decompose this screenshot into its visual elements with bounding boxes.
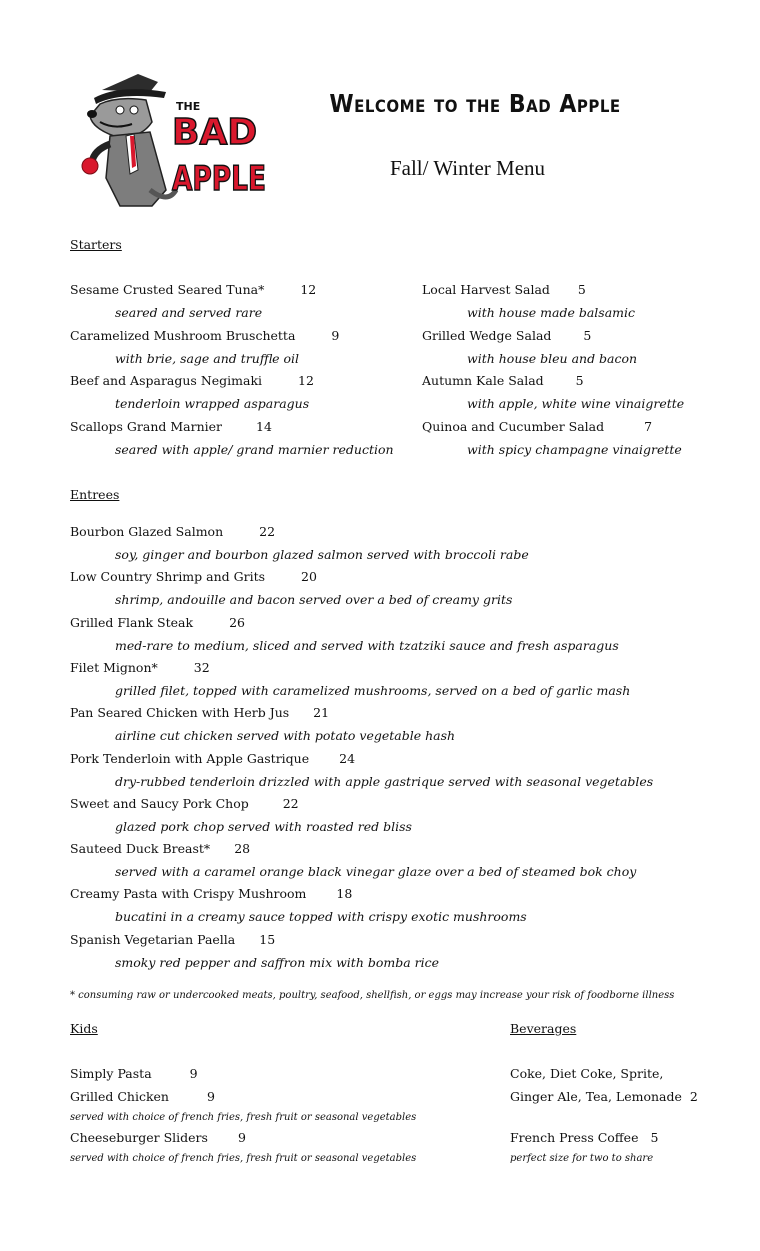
salad-item-name: Local Harvest Salad	[422, 282, 550, 297]
beverage-coffee-price: 5	[650, 1130, 659, 1145]
entree-item	[70, 524, 275, 539]
starter-item-price: 14	[256, 418, 272, 434]
kids-item-price: 9	[237, 1130, 246, 1145]
entree-description: airline cut chicken served with potato vegetable hash	[115, 728, 456, 744]
entree-item	[70, 569, 317, 584]
entree-item	[70, 751, 355, 766]
salad-item	[422, 373, 584, 388]
beverage-coffee-name: French Press Coffee	[510, 1130, 639, 1145]
starter-item	[70, 328, 339, 343]
entree-item-name: Spanish Vegetarian Paella	[70, 931, 236, 947]
salad-item	[422, 328, 591, 343]
bad-apple-logo	[80, 70, 268, 210]
entree-item-name: Low Country Shrimp and Grits	[70, 569, 266, 585]
salad-description: with house made balsamic	[467, 305, 636, 320]
entree-description: dry-rubbed tenderloin drizzled with apple gastrique served with seasonal vegetables	[115, 773, 654, 789]
beverages-soft-drinks	[510, 1066, 663, 1081]
starters-heading: Starters	[70, 237, 122, 252]
entree-item	[70, 886, 352, 901]
kids-item-name: Simply Pasta	[70, 1066, 152, 1081]
entree-item-price: 28	[234, 841, 251, 857]
starter-item	[70, 373, 314, 388]
starter-item	[70, 419, 272, 434]
logo-text-bad: BAD	[172, 112, 258, 153]
starter-item-name: Scallops Grand Marnier	[70, 418, 223, 434]
salad-item-price: 5	[583, 327, 592, 343]
entree-description: grilled filet, topped with caramelized mushrooms, served on a bed of garlic mash	[115, 682, 631, 698]
starter-item-name: Sesame Crusted Seared Tuna*	[70, 282, 265, 297]
kids-item-name: Cheeseburger Sliders	[70, 1130, 208, 1145]
starter-description: with brie, sage and truffle oil	[115, 350, 300, 366]
starter-description: seared and served rare	[115, 305, 263, 320]
beverage-line-2: Ginger Ale, Tea, Lemonade	[510, 1089, 682, 1104]
entree-item-price: 22	[259, 524, 276, 539]
beverages-soft-drinks-2	[510, 1089, 698, 1104]
entree-item-name: Bourbon Glazed Salmon	[70, 524, 224, 539]
salad-description: with house bleu and bacon	[467, 350, 638, 366]
kids-item-price: 9	[206, 1089, 215, 1104]
starter-description: seared with apple/ grand marnier reduction	[115, 441, 394, 457]
entree-description: med-rare to medium, sliced and served with tzatziki sauce and fresh asparagus	[115, 637, 619, 653]
kids-item	[70, 1066, 198, 1081]
salad-item	[422, 419, 652, 434]
entree-description: shrimp, andouille and bacon served over a bed of creamy grits	[115, 592, 513, 608]
beverage-soft-drinks-price: 2	[689, 1089, 698, 1104]
kids-item	[70, 1130, 246, 1145]
entree-item-price: 15	[259, 931, 276, 947]
entree-item-name: Creamy Pasta with Crispy Mushroom	[70, 886, 307, 902]
menu-title: Welcome to the Bad Apple	[329, 90, 621, 119]
entree-description: soy, ginger and bourbon glazed salmon served with broccoli rabe	[115, 547, 529, 562]
entree-description: bucatini in a creamy sauce topped with crispy exotic mushrooms	[115, 909, 527, 925]
entree-item-name: Sauteed Duck Breast*	[70, 841, 211, 857]
entree-item	[70, 932, 275, 947]
logo-text-apple: APPLE	[172, 159, 266, 199]
salad-item-name: Autumn Kale Salad	[422, 373, 544, 388]
beverage-coffee-note: perfect size for two to share	[510, 1153, 654, 1164]
entree-item-name: Sweet and Saucy Pork Chop	[70, 795, 249, 811]
beverage-line-1: Coke, Diet Coke, Sprite,	[510, 1066, 664, 1081]
beverage-coffee	[510, 1130, 658, 1145]
starter-item-price: 12	[298, 373, 314, 388]
salad-item-price: 7	[644, 418, 653, 434]
entree-item	[70, 660, 210, 675]
entree-item-name: Pan Seared Chicken with Herb Jus	[70, 705, 290, 721]
kids-heading: Kids	[70, 1021, 98, 1036]
entree-description: glazed pork chop served with roasted red bliss	[115, 818, 412, 834]
kids-item	[70, 1089, 215, 1104]
beverages-heading: Beverages	[510, 1021, 577, 1036]
entree-item	[70, 796, 299, 811]
starter-item-name: Caramelized Mushroom Bruschetta	[70, 327, 296, 343]
raw-food-footnote: * consuming raw or undercooked meats, poultry, seafood, shellfish, or eggs may increase your risk of foodborne illness	[70, 990, 675, 1001]
entree-item-price: 32	[193, 659, 210, 675]
salad-item	[422, 282, 586, 297]
entree-item-name: Grilled Flank Steak	[70, 614, 194, 630]
salad-item-name: Quinoa and Cucumber Salad	[422, 418, 605, 434]
kids-item-price: 9	[189, 1066, 198, 1081]
entree-description: smoky red pepper and saffron mix with bomba rice	[115, 954, 440, 970]
menu-subtitle: Fall/ Winter Menu	[389, 156, 546, 180]
salad-item-price: 5	[577, 282, 586, 297]
entree-item-price: 18	[336, 886, 353, 902]
entree-item-price: 26	[229, 614, 245, 630]
entree-item	[70, 615, 245, 630]
entrees-heading: Entrees	[70, 487, 120, 502]
kids-item-note: served with choice of french fries, fresh fruit or seasonal vegetables	[70, 1112, 417, 1123]
entree-item-price: 21	[313, 705, 330, 721]
entree-item-name: Pork Tenderloin with Apple Gastrique	[70, 750, 310, 766]
kids-item-name: Grilled Chicken	[70, 1089, 169, 1104]
entree-item-name: Filet Mignon*	[70, 659, 158, 675]
logo-text-the: THE	[176, 100, 201, 113]
entree-item	[70, 841, 250, 856]
starter-item-price: 12	[300, 282, 317, 297]
starter-item	[70, 282, 316, 297]
salad-description: with apple, white wine vinaigrette	[467, 396, 685, 411]
salad-item-name: Grilled Wedge Salad	[422, 327, 552, 343]
starter-description: tenderloin wrapped asparagus	[115, 396, 310, 411]
starter-item-name: Beef and Asparagus Negimaki	[70, 373, 263, 388]
salad-description: with spicy champagne vinaigrette	[467, 441, 682, 457]
starter-item-price: 9	[331, 327, 340, 343]
salad-item-price: 5	[575, 373, 584, 388]
kids-item-note: served with choice of french fries, fresh fruit or seasonal vegetables	[70, 1153, 417, 1164]
entree-description: served with a caramel orange black vinegar glaze over a bed of steamed bok choy	[115, 864, 637, 880]
entree-item-price: 24	[339, 750, 356, 766]
entree-item	[70, 705, 329, 720]
entree-item-price: 22	[282, 795, 299, 811]
entree-item-price: 20	[301, 569, 317, 585]
